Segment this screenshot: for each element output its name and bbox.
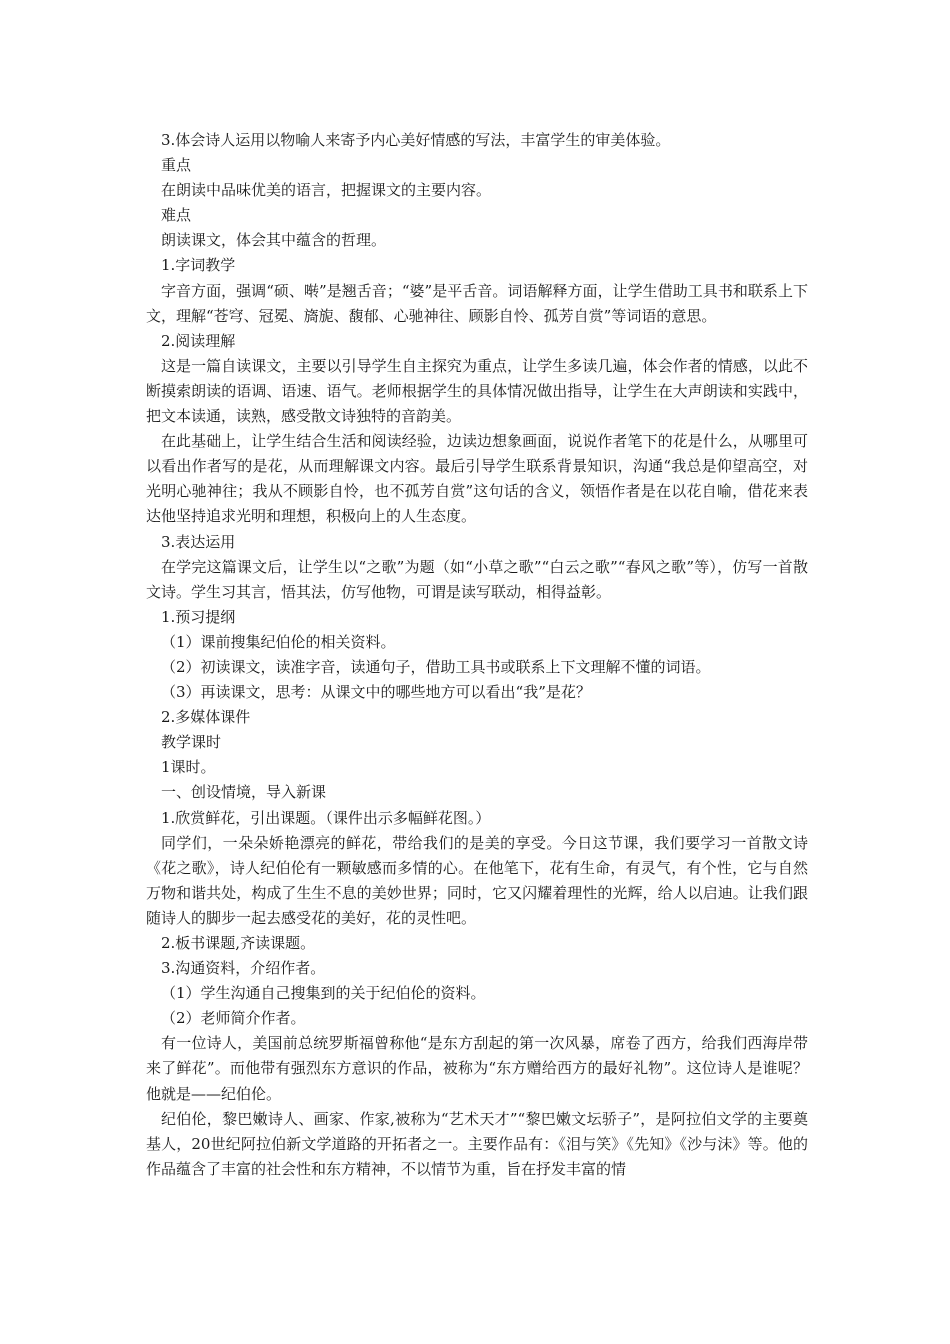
heading-section-1: 一、创设情境，导入新课 bbox=[161, 783, 327, 802]
step-3: 3.沟通资料，介绍作者。 bbox=[161, 959, 326, 978]
reading-text-2: 在此基础上，让学生结合生活和阅读经验，边读边想象画面，说说作者笔下的花是什么，从哪里可以看出作者写的是花，从而理解课文内容。最后引导学生联系背景知识，沟通“我总是仰望高空，对光明心驰神往；我从不顾影自怜，也不孤芳自赏”这句话的含义，领悟作者是在以花自喻，借花来表达他坚持追求光明和理想，积极向上的人生态度。 bbox=[146, 432, 808, 526]
author-intro-text-2: 纪伯伦，黎巴嫩诗人、画家、作家,被称为“艺术天才”“黎巴嫩文坛骄子”，是阿拉伯文学的主要奠基人，20世纪阿拉伯新文学道路的开拓者之一。主要作品有：《泪与笑》《先知》《沙与沫》等。他的作品蕴含了丰富的社会性和东方精神，不以情节为重，旨在抒发丰富的情 bbox=[146, 1109, 808, 1178]
key-points-text: 在朗读中品味优美的语言，把握课文的主要内容。 bbox=[161, 181, 492, 200]
intro-text: 同学们，一朵朵娇艳漂亮的鲜花，带给我们的是美的享受。今日这节课，我们要学习一首散文诗《花之歌》，诗人纪伯伦有一颗敏感而多情的心。在他笔下，花有生命，有灵气，有个性，它与自然万物和谐共处，构成了生生不息的美妙世界；同时，它又闪耀着理性的光辉，给人以启迪。让我们跟随诗人的脚步一起去感受花的美好，花的灵性吧。 bbox=[146, 833, 808, 927]
author-intro-text-1: 有一位诗人，美国前总统罗斯福曾称他“是东方刮起的第一次风暴，席卷了西方，给我们西海岸带来了鲜花”。而他带有强烈东方意识的作品，被称为“东方赠给西方的最好礼物”。这位诗人是谁呢？他就是——纪伯伦。 bbox=[146, 1034, 808, 1103]
reading-text-1: 这是一篇自读课文，主要以引导学生自主探究为重点，让学生多读几遍，体会作者的情感，以此不断摸索朗读的语调、语速、语气。老师根据学生的具体情况做出指导，让学生在大声朗读和实践中，把文本读通，读熟，感受散文诗独特的音韵美。 bbox=[146, 356, 808, 426]
heading-vocabulary: 1.字词教学 bbox=[161, 256, 236, 275]
step-3-item-1: （1）学生沟通自己搜集到的关于纪伯伦的资料。 bbox=[161, 984, 486, 1003]
preview-item-2: （2）初读课文，读准字音，读通句子，借助工具书或联系上下文理解不懂的词语。 bbox=[161, 657, 711, 676]
heading-multimedia: 2.多媒体课件 bbox=[161, 708, 251, 727]
class-hours-text: 1课时。 bbox=[161, 758, 216, 777]
heading-difficulties: 难点 bbox=[161, 206, 192, 225]
document-body bbox=[146, 128, 808, 1182]
vocabulary-text: 字音方面，强调“硕、啭”是翘舌音；“婆”是平舌音。词语解释方面，让学生借助工具书和联系上下文，理解“苍穹、冠冕、旖旎、馥郁、心驰神往、顾影自怜、孤芳自赏”等词语的意思。 bbox=[146, 281, 808, 325]
heading-expression: 3.表达运用 bbox=[161, 532, 236, 551]
step-1: 1.欣赏鲜花，引出课题。（课件出示多幅鲜花图。） bbox=[161, 808, 491, 827]
heading-class-hours: 教学课时 bbox=[161, 733, 222, 752]
objective-3: 3.体会诗人运用以物喻人来寄予内心美好情感的写法，丰富学生的审美体验。 bbox=[161, 131, 671, 149]
step-2: 2.板书课题,齐读课题。 bbox=[161, 934, 316, 952]
preview-item-3: （3）再读课文，思考：从课文中的哪些地方可以看出“我”是花？ bbox=[161, 683, 591, 702]
difficulties-text: 朗读课文，体会其中蕴含的哲理。 bbox=[161, 231, 387, 250]
heading-preview-outline: 1.预习提纲 bbox=[161, 607, 236, 626]
preview-item-1: （1）课前搜集纪伯伦的相关资料。 bbox=[161, 632, 396, 651]
expression-text: 在学完这篇课文后，让学生以“之歌”为题（如“小草之歌”“白云之歌”“春风之歌”等），仿写一首散文诗。学生习其言，悟其法，仿写他物，可谓是读写联动，相得益彰。 bbox=[146, 557, 808, 601]
heading-reading: 2.阅读理解 bbox=[161, 331, 236, 350]
step-3-item-2: （2）老师简介作者。 bbox=[161, 1009, 306, 1028]
heading-key-points: 重点 bbox=[161, 156, 192, 175]
